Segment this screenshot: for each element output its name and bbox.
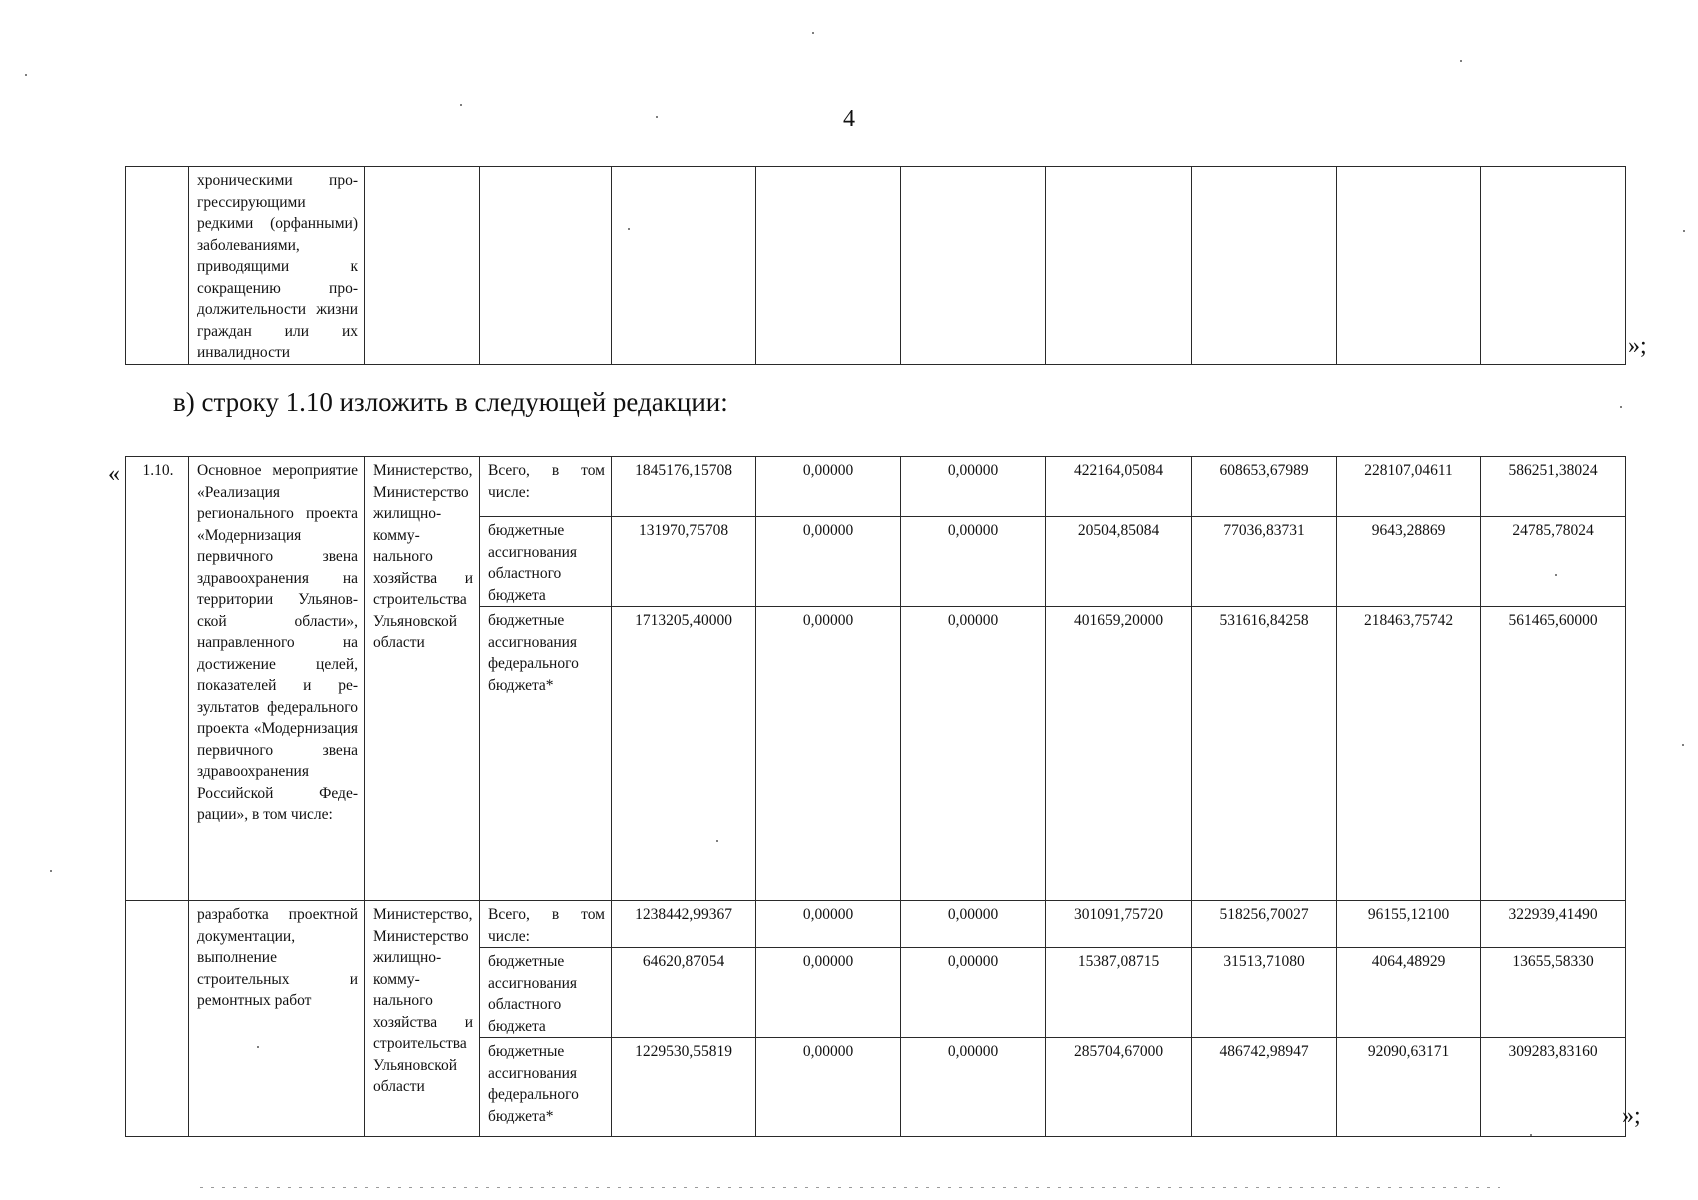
scan-speck <box>1530 1134 1532 1136</box>
table-cell <box>1337 167 1481 365</box>
table-row <box>126 901 1626 948</box>
row-executor: Министерство, Министерство жилищно-коммунального хозяйства и строительства Ульяновской области <box>365 901 480 1137</box>
amount-year: 401659,20000 <box>1046 607 1192 901</box>
scan-speck <box>1620 406 1622 408</box>
row-description: хроническими прогрессирующими редкими (орфанными) заболеваниями, приводящими к сокращению продолжительности жизни граждан или их инвалидности <box>189 167 365 365</box>
amount-year: 0,00000 <box>756 607 901 901</box>
amount-year: 301091,75720 <box>1046 901 1192 948</box>
table-row <box>126 167 1626 365</box>
funding-source: бюджетные ассигнования федерального бюджета* <box>480 1038 612 1137</box>
amount-year: 0,00000 <box>756 901 901 948</box>
amount-total: 1845176,15708 <box>612 457 756 517</box>
amount-year: 0,00000 <box>901 901 1046 948</box>
table-cell <box>126 901 189 1137</box>
scan-speck <box>628 228 630 230</box>
table-cell <box>901 167 1046 365</box>
continued-table <box>125 166 1626 365</box>
scan-speck <box>716 840 718 842</box>
amount-year: 13655,58330 <box>1481 948 1626 1038</box>
amount-year: 486742,98947 <box>1192 1038 1337 1137</box>
amount-year: 0,00000 <box>901 517 1046 607</box>
table-cell <box>480 167 612 365</box>
table-row <box>126 457 1626 517</box>
funding-source: Всего, в том числе: <box>480 901 612 948</box>
amount-year: 285704,67000 <box>1046 1038 1192 1137</box>
amount-year: 0,00000 <box>756 457 901 517</box>
row-description: разработка проектной документации, выполнение строительных и ремонтных работ <box>189 901 365 1137</box>
scan-speck <box>50 870 52 872</box>
amount-total: 1229530,55819 <box>612 1038 756 1137</box>
scan-speck <box>1460 60 1462 62</box>
scan-speck <box>656 116 658 118</box>
closing-quote: »; <box>1622 1103 1641 1129</box>
amount-year: 96155,12100 <box>1337 901 1481 948</box>
funding-source: бюджетные ассигнования областного бюджета <box>480 948 612 1038</box>
amount-year: 15387,08715 <box>1046 948 1192 1038</box>
amount-year: 24785,78024 <box>1481 517 1626 607</box>
amount-year: 0,00000 <box>901 1038 1046 1137</box>
amount-year: 322939,41490 <box>1481 901 1626 948</box>
funding-source: бюджетные ассигнования областного бюджета <box>480 517 612 607</box>
amount-total: 64620,87054 <box>612 948 756 1038</box>
amount-year: 218463,75742 <box>1337 607 1481 901</box>
scan-speck <box>1683 230 1685 232</box>
amount-year: 586251,38024 <box>1481 457 1626 517</box>
amount-total: 1238442,99367 <box>612 901 756 948</box>
closing-quote: »; <box>1628 333 1647 359</box>
amount-year: 309283,83160 <box>1481 1038 1626 1137</box>
amount-year: 9643,28869 <box>1337 517 1481 607</box>
amount-total: 1713205,40000 <box>612 607 756 901</box>
amount-year: 561465,60000 <box>1481 607 1626 901</box>
table-cell <box>612 167 756 365</box>
row-description: Основное мероприятие «Реализация регионального проекта «Модернизация первичного звена здравоохранения на территории Ульяновской области», направленного на достижение целей, показателей и результатов федерального проекта «Модернизация первичного звена здравоохранения Российской Федерации», в том числе: <box>189 457 365 901</box>
scan-speck <box>460 104 462 106</box>
table-cell <box>365 167 480 365</box>
table-cell <box>1046 167 1192 365</box>
table-cell <box>1192 167 1337 365</box>
table-cell <box>1481 167 1626 365</box>
scan-artifact <box>200 1187 1500 1188</box>
amount-year: 0,00000 <box>756 517 901 607</box>
page-number: 4 <box>843 106 855 132</box>
scan-speck <box>25 74 27 76</box>
scan-speck <box>1555 574 1557 576</box>
funding-source: Всего, в том числе: <box>480 457 612 517</box>
amount-year: 31513,71080 <box>1192 948 1337 1038</box>
amount-year: 20504,85084 <box>1046 517 1192 607</box>
amount-year: 531616,84258 <box>1192 607 1337 901</box>
amount-year: 77036,83731 <box>1192 517 1337 607</box>
amount-year: 4064,48929 <box>1337 948 1481 1038</box>
amount-year: 608653,67989 <box>1192 457 1337 517</box>
row-executor: Министерство, Министерство жилищно-коммунального хозяйства и строительства Ульяновской области <box>365 457 480 901</box>
amount-year: 422164,05084 <box>1046 457 1192 517</box>
amount-year: 0,00000 <box>756 948 901 1038</box>
funding-source: бюджетные ассигнования федерального бюджета* <box>480 607 612 901</box>
amount-year: 0,00000 <box>756 1038 901 1137</box>
amount-year: 0,00000 <box>901 607 1046 901</box>
scan-speck <box>1682 744 1684 746</box>
amount-year: 0,00000 <box>901 948 1046 1038</box>
amendment-heading: в) строку 1.10 изложить в следующей редакции: <box>173 387 728 417</box>
amount-year: 0,00000 <box>901 457 1046 517</box>
row-index: 1.10. <box>126 457 189 901</box>
opening-quote: « <box>108 461 120 487</box>
amount-total: 131970,75708 <box>612 517 756 607</box>
amount-year: 228107,04611 <box>1337 457 1481 517</box>
amount-year: 518256,70027 <box>1192 901 1337 948</box>
table-cell <box>756 167 901 365</box>
amount-year: 92090,63171 <box>1337 1038 1481 1137</box>
row-1-10-table <box>125 456 1626 1137</box>
table-cell <box>126 167 189 365</box>
scan-speck <box>812 32 814 34</box>
scan-speck <box>257 1046 259 1048</box>
